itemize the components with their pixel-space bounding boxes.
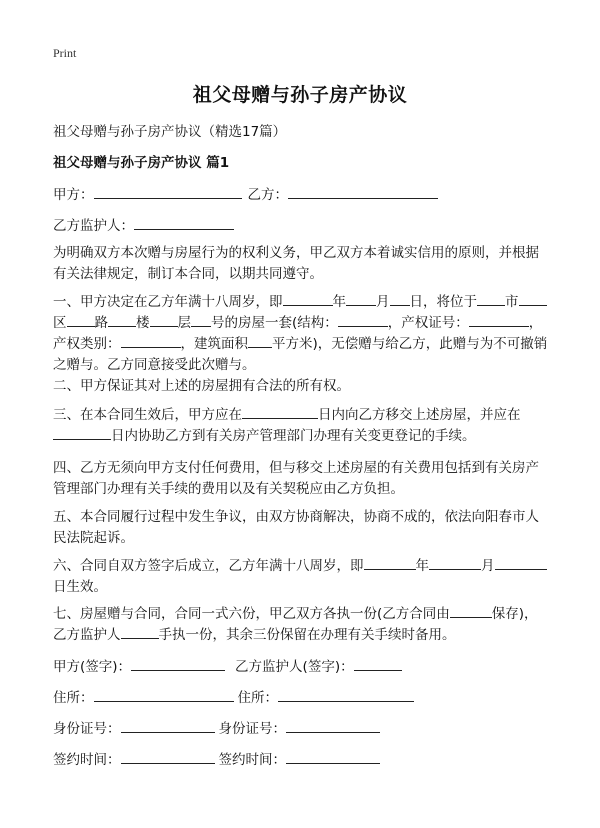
party-a-address-blank	[94, 688, 234, 702]
clause-1-text: ，产权证号：	[387, 315, 469, 331]
clause-6	[53, 556, 550, 598]
guardian-copy-blank	[121, 625, 159, 639]
party-a-id-label: 身份证号：	[53, 721, 121, 737]
title-deed-blank	[469, 313, 529, 327]
clause-5: 五、本合同履行过程中发生争议，由双方协商解决，协商不成的，依法向阳春市人民法院起诉。	[53, 509, 539, 546]
month-blank	[346, 292, 376, 306]
clause-1-text: 区	[53, 315, 67, 331]
party-b-id-blank	[286, 719, 380, 733]
document-subtitle: 祖父母赠与孙子房产协议（精选17篇）	[53, 124, 287, 140]
clause-1-text: ，产权类别：	[53, 315, 543, 352]
clause-1-text: 路	[94, 315, 108, 331]
clause-6-text: 六、合同自双方签字后成立，乙方年满十八周岁，即	[53, 558, 364, 574]
district-blank	[519, 292, 547, 306]
party-a-date-blank	[121, 750, 215, 764]
structure-blank	[338, 313, 388, 327]
date-row	[53, 748, 380, 768]
effective-month-blank	[429, 556, 481, 570]
clause-1-text: 日，将位于	[409, 294, 477, 310]
road-blank	[67, 313, 95, 327]
clause-6-text: 年	[415, 558, 429, 574]
day-blank	[390, 292, 410, 306]
clause-6-text: 日生效。	[53, 579, 107, 595]
signature-row	[53, 655, 402, 675]
clause-7	[53, 604, 550, 646]
effective-year-blank	[364, 556, 416, 570]
clause-1-text: 号的房屋一套(结构：	[211, 315, 338, 331]
party-b-date-label: 签约时间：	[218, 752, 286, 768]
building-blank	[108, 313, 136, 327]
party-b-label: 乙方：	[247, 187, 288, 203]
document-title: 祖父母赠与孙子房产协议	[192, 84, 408, 106]
clause-3-text: 三、在本合同生效后，甲方应在	[53, 407, 242, 423]
clause-4: 四、乙方无须向甲方支付任何费用，但与移交上述房屋的有关费用包括到有关房产管理部门办理有关手续的费用以及有关契税应由乙方负担。	[53, 460, 539, 497]
party-a-address-label: 住所：	[53, 690, 94, 706]
section-heading: 祖父母赠与孙子房产协议 篇1	[53, 155, 230, 171]
clause-7-text: 保存)，乙方监护人	[53, 606, 538, 643]
id-row	[53, 717, 380, 737]
party-b-address-label: 住所：	[237, 690, 278, 706]
guardian-signature-label: 乙方监护人(签字)：	[235, 659, 354, 675]
clause-1-text: 楼	[136, 315, 150, 331]
clause-1-text: 月	[376, 294, 390, 310]
party-a-signature-blank	[131, 657, 225, 671]
party-a-date-label: 签约时间：	[53, 752, 121, 768]
clause-3-text: 日内协助乙方到有关房产管理部门办理有关变更登记的手续。	[111, 428, 476, 444]
registration-days-blank	[53, 426, 111, 440]
party-a-label: 甲方：	[53, 187, 94, 203]
clause-7-text: 手执一份，其余三份保留在办理有关手续时备用。	[158, 627, 456, 643]
party-a-blank	[94, 185, 242, 199]
guardian-signature-blank	[354, 657, 402, 671]
guardian-row	[53, 214, 234, 234]
custodian-blank	[450, 604, 492, 618]
floor-blank	[150, 313, 178, 327]
property-type-blank	[121, 334, 181, 348]
handover-days-blank	[242, 405, 318, 419]
clause-3	[53, 405, 550, 447]
clause-3-text: 日内向乙方移交上述房屋，并应在	[318, 407, 521, 423]
effective-day-blank	[495, 556, 547, 570]
party-b-address-blank	[278, 688, 414, 702]
area-blank	[248, 334, 272, 348]
preamble-paragraph: 为明确双方本次赠与房屋行为的权利义务，甲乙双方本着诚实信用的原则，并根据有关法律规定，制订本合同，以期共同遵守。	[53, 245, 539, 282]
clause-1-text: 年	[332, 294, 346, 310]
party-a-id-blank	[121, 719, 215, 733]
clause-1-text: 平方米)，无偿赠与给乙方，此赠与为不可撤销之赠与。乙方同意接受此次赠与。	[53, 336, 548, 373]
party-a-signature-label: 甲方(签字)：	[53, 659, 132, 675]
clause-2: 二、甲方保证其对上述的房屋拥有合法的所有权。	[53, 378, 350, 394]
clause-1-text: 层	[177, 315, 191, 331]
clause-6-text: 月	[481, 558, 495, 574]
party-b-blank	[288, 185, 438, 199]
guardian-blank	[134, 216, 234, 230]
party-b-date-blank	[286, 750, 380, 764]
party-row	[53, 183, 438, 203]
city-blank	[477, 292, 505, 306]
address-row	[53, 686, 414, 706]
year-blank	[283, 292, 333, 306]
print-link[interactable]: Print	[53, 46, 77, 60]
clause-1-text: ，建筑面积	[180, 336, 248, 352]
guardian-label: 乙方监护人：	[53, 218, 134, 234]
clause-1-text: 市	[505, 294, 519, 310]
clause-1-text: 一、甲方决定在乙方年满十八周岁，即	[53, 294, 283, 310]
clause-1	[53, 292, 550, 376]
number-blank	[191, 313, 211, 327]
party-b-id-label: 身份证号：	[218, 721, 286, 737]
clause-7-text: 七、房屋赠与合同，合同一式六份，甲乙双方各执一份(乙方合同由	[53, 606, 450, 622]
